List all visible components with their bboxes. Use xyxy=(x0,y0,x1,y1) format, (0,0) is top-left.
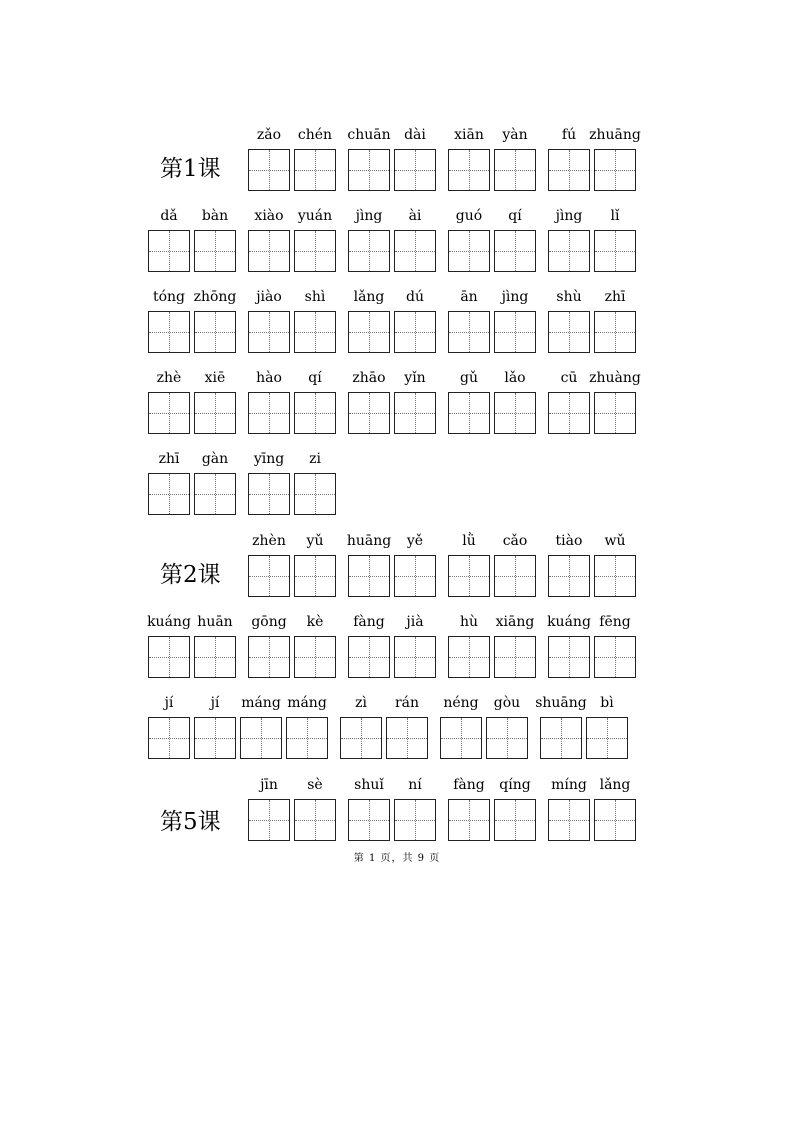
writing-grid-box xyxy=(148,392,190,434)
pinyin-label: yuán xyxy=(297,208,333,224)
writing-grid-box xyxy=(294,555,336,597)
writing-grid-box xyxy=(348,555,390,597)
pinyin-label: chén xyxy=(297,127,333,143)
pinyin-label: ān xyxy=(460,289,478,305)
writing-grid-box xyxy=(594,311,636,353)
writing-grid-box xyxy=(448,555,490,597)
pinyin-label: máng xyxy=(241,695,281,711)
pinyin-label: guó xyxy=(455,208,483,224)
pinyin-label: shuāng xyxy=(535,695,587,711)
writing-grid-box xyxy=(294,473,336,515)
writing-grid-box xyxy=(194,230,236,272)
writing-grid-box xyxy=(448,230,490,272)
pinyin-label: gàn xyxy=(201,451,229,467)
writing-grid-box xyxy=(248,149,290,191)
writing-grid-box xyxy=(394,311,436,353)
writing-grid-box xyxy=(594,392,636,434)
pinyin-label: huāng xyxy=(346,533,392,549)
writing-grid-box xyxy=(548,555,590,597)
pinyin-label: ní xyxy=(408,777,422,793)
writing-grid-box xyxy=(294,311,336,353)
writing-grid-box xyxy=(548,392,590,434)
writing-grid-box xyxy=(194,392,236,434)
pinyin-label: jīn xyxy=(260,777,278,793)
writing-grid-box xyxy=(248,392,290,434)
writing-grid-box xyxy=(540,717,582,759)
pinyin-label: zì xyxy=(355,695,367,711)
pinyin-label: tiào xyxy=(555,533,583,549)
writing-grid-box xyxy=(486,717,528,759)
pinyin-label: lǜ xyxy=(462,533,476,549)
writing-grid-box xyxy=(348,149,390,191)
writing-grid-box xyxy=(494,392,536,434)
writing-grid-box xyxy=(294,392,336,434)
pinyin-label: néng xyxy=(443,695,479,711)
writing-grid-box xyxy=(394,149,436,191)
pinyin-label: xiē xyxy=(204,370,226,386)
pinyin-label: jí xyxy=(210,695,220,711)
writing-grid-box xyxy=(494,636,536,678)
writing-grid-box xyxy=(394,799,436,841)
pinyin-label: gōng xyxy=(251,614,287,630)
pinyin-label: jìng xyxy=(501,289,529,305)
pinyin-label: zhāo xyxy=(352,370,386,386)
pinyin-label: cū xyxy=(560,370,578,386)
pinyin-label: huān xyxy=(197,614,233,630)
writing-grid-box xyxy=(594,230,636,272)
writing-grid-box xyxy=(240,717,282,759)
writing-grid-box xyxy=(548,311,590,353)
writing-grid-box xyxy=(586,717,628,759)
pinyin-label: zhī xyxy=(158,451,180,467)
writing-grid-box xyxy=(394,555,436,597)
pinyin-label: bì xyxy=(600,695,614,711)
pinyin-label: lǐ xyxy=(610,208,620,224)
writing-grid-box xyxy=(494,149,536,191)
pinyin-label: dài xyxy=(404,127,426,143)
pinyin-label: fàng xyxy=(453,777,485,793)
pinyin-label: qí xyxy=(308,370,322,386)
writing-grid-box xyxy=(548,636,590,678)
writing-grid-box xyxy=(248,473,290,515)
writing-grid-box xyxy=(294,636,336,678)
pinyin-label: shuǐ xyxy=(354,777,384,793)
pinyin-label: shù xyxy=(556,289,582,305)
pinyin-label: wǔ xyxy=(604,533,626,549)
writing-grid-box xyxy=(294,149,336,191)
pinyin-label: sè xyxy=(307,777,323,793)
writing-grid-box xyxy=(448,311,490,353)
pinyin-label: xiān xyxy=(454,127,484,143)
pinyin-label: zhè xyxy=(156,370,182,386)
writing-grid-box xyxy=(494,311,536,353)
lesson-title: 第5课 xyxy=(160,809,221,835)
writing-grid-box xyxy=(294,230,336,272)
pinyin-label: zhuāng xyxy=(589,127,641,143)
lesson-title: 第2课 xyxy=(160,562,221,588)
pinyin-label: yàn xyxy=(502,127,528,143)
writing-grid-box xyxy=(448,149,490,191)
pinyin-label: xiào xyxy=(254,208,284,224)
pinyin-label: zhuàng xyxy=(589,370,641,386)
pinyin-label: yǐn xyxy=(404,370,426,386)
pinyin-label: chuān xyxy=(347,127,391,143)
pinyin-label: xiāng xyxy=(495,614,535,630)
writing-grid-box xyxy=(148,636,190,678)
writing-grid-box xyxy=(348,636,390,678)
pinyin-label: jìng xyxy=(355,208,383,224)
writing-grid-box xyxy=(248,799,290,841)
writing-grid-box xyxy=(448,799,490,841)
pinyin-label: zhèn xyxy=(252,533,286,549)
writing-grid-box xyxy=(594,799,636,841)
writing-grid-box xyxy=(194,717,236,759)
pinyin-label: yě xyxy=(406,533,424,549)
writing-grid-box xyxy=(494,799,536,841)
pinyin-label: fēng xyxy=(599,614,631,630)
pinyin-label: hào xyxy=(256,370,282,386)
writing-grid-box xyxy=(286,717,328,759)
writing-grid-box xyxy=(494,555,536,597)
pinyin-label: cǎo xyxy=(502,533,528,549)
pinyin-label: máng xyxy=(287,695,327,711)
writing-grid-box xyxy=(348,311,390,353)
writing-grid-box xyxy=(548,799,590,841)
pinyin-label: hù xyxy=(459,614,479,630)
writing-grid-box xyxy=(340,717,382,759)
writing-grid-box xyxy=(294,799,336,841)
pinyin-label: tóng xyxy=(152,289,186,305)
lesson-title: 第1课 xyxy=(160,156,221,182)
pinyin-label: jí xyxy=(164,695,174,711)
writing-grid-box xyxy=(548,149,590,191)
writing-grid-box xyxy=(248,636,290,678)
pinyin-label: yīng xyxy=(253,451,285,467)
writing-grid-box xyxy=(594,555,636,597)
pinyin-label: qíng xyxy=(499,777,531,793)
writing-grid-box xyxy=(548,230,590,272)
pinyin-label: bàn xyxy=(201,208,229,224)
writing-grid-box xyxy=(448,392,490,434)
pinyin-label: gǔ xyxy=(460,370,478,386)
pinyin-label: dú xyxy=(406,289,424,305)
writing-grid-box xyxy=(248,555,290,597)
pinyin-label: kuáng xyxy=(147,614,191,630)
pinyin-label: lǎng xyxy=(599,777,631,793)
pinyin-label: rán xyxy=(394,695,420,711)
pinyin-label: kuáng xyxy=(547,614,591,630)
pinyin-label: shì xyxy=(304,289,326,305)
writing-grid-box xyxy=(348,392,390,434)
writing-grid-box xyxy=(394,392,436,434)
writing-grid-box xyxy=(594,636,636,678)
pinyin-label: zǎo xyxy=(256,127,282,143)
pinyin-label: fàng xyxy=(353,614,385,630)
pinyin-label: lǎng xyxy=(353,289,385,305)
writing-grid-box xyxy=(494,230,536,272)
writing-grid-box xyxy=(148,230,190,272)
writing-grid-box xyxy=(386,717,428,759)
writing-grid-box xyxy=(248,311,290,353)
page-footer: 第 1 页，共 9 页 xyxy=(353,853,441,864)
writing-grid-box xyxy=(394,230,436,272)
pinyin-label: jiào xyxy=(256,289,282,305)
pinyin-label: zhōng xyxy=(193,289,237,305)
writing-grid-box xyxy=(194,311,236,353)
writing-grid-box xyxy=(448,636,490,678)
writing-grid-box xyxy=(194,636,236,678)
pinyin-label: yǔ xyxy=(306,533,324,549)
pinyin-label: jià xyxy=(406,614,424,630)
pinyin-label: lǎo xyxy=(504,370,526,386)
writing-grid-box xyxy=(148,717,190,759)
writing-grid-box xyxy=(194,473,236,515)
pinyin-label: míng xyxy=(551,777,587,793)
pinyin-label: zi xyxy=(309,451,321,467)
pinyin-label: jìng xyxy=(555,208,583,224)
pinyin-label: zhī xyxy=(604,289,626,305)
writing-grid-box xyxy=(440,717,482,759)
writing-grid-box xyxy=(394,636,436,678)
writing-grid-box xyxy=(348,230,390,272)
writing-grid-box xyxy=(148,311,190,353)
writing-grid-box xyxy=(148,473,190,515)
pinyin-label: kè xyxy=(306,614,324,630)
writing-grid-box xyxy=(594,149,636,191)
pinyin-label: qí xyxy=(508,208,522,224)
writing-grid-box xyxy=(348,799,390,841)
pinyin-label: gòu xyxy=(493,695,521,711)
pinyin-label: fú xyxy=(561,127,577,143)
pinyin-label: dǎ xyxy=(160,208,178,224)
writing-grid-box xyxy=(248,230,290,272)
pinyin-label: ài xyxy=(408,208,422,224)
